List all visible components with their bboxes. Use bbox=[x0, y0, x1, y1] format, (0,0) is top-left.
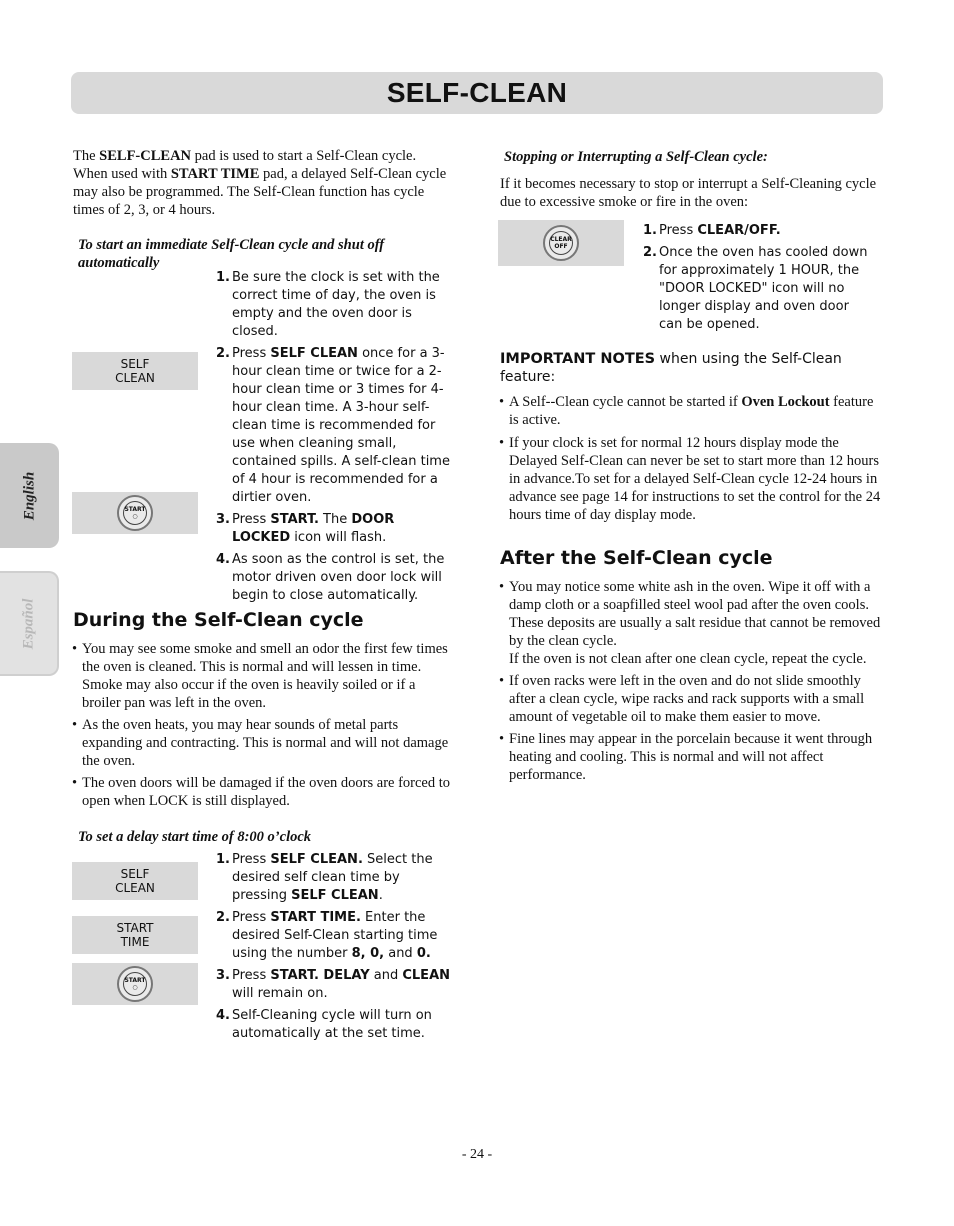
immediate-steps bbox=[216, 269, 456, 609]
after-bullets bbox=[499, 578, 884, 788]
delay-steps bbox=[216, 851, 456, 1047]
stopping-text: If it becomes necessary to stop or interrupt a Self-Cleaning cycle due to excessive smoke or fire in the oven: bbox=[500, 176, 877, 210]
list-item: 2. Once the oven has cooled down for approximately 1 HOUR, the "DOOR LOCKED" icon will no longer display and oven door can be opened. bbox=[643, 245, 868, 332]
stopping-steps bbox=[643, 222, 875, 338]
page-title: SELF-CLEAN bbox=[386, 77, 568, 108]
list-item: 1. Press CLEAR/OFF. bbox=[643, 223, 781, 238]
list-item: 2. Press START TIME. Enter the desired Self-Clean starting time using the number 8, 0, and 0. bbox=[216, 910, 438, 961]
tab-english-label: English bbox=[21, 471, 37, 520]
list-item: 1. Be sure the clock is set with the correct time of day, the oven is empty and the oven door is closed. bbox=[216, 270, 440, 339]
list-item: 4. Self-Cleaning cycle will turn on automatically at the set time. bbox=[216, 1008, 432, 1041]
clear-off-knob-icon: CLEAR OFF bbox=[543, 225, 579, 261]
immediate-heading: To start an immediate Self-Clean cycle and shut off automatically bbox=[78, 237, 385, 271]
tab-espanol[interactable] bbox=[0, 571, 59, 676]
list-item: • The oven doors will be damaged if the oven doors are forced to open when LOCK is still displayed. bbox=[72, 774, 452, 810]
list-item: • A Self--Clean cycle cannot be started if Oven Lockout feature is active. bbox=[499, 393, 884, 429]
list-item: • As the oven heats, you may hear sounds of metal parts expanding and contracting. This is normal and will not damage the oven. bbox=[72, 716, 452, 770]
start-time-term: START TIME bbox=[170, 166, 260, 182]
important-notes: IMPORTANT NOTES when using the Self-Clean feature: bbox=[500, 351, 842, 385]
list-item: 1. Press SELF CLEAN. Select the desired self clean time by pressing SELF CLEAN. bbox=[216, 852, 433, 903]
start-pad[interactable] bbox=[72, 492, 198, 534]
start-pad-delay[interactable] bbox=[72, 963, 198, 1005]
list-item: 2. Press SELF CLEAN once for a 3-hour clean time or twice for a 2-hour clean time or 3 times for 4-hour clean time. A 3-hour self-clean time is recommended for use when cleaning small, contained spills. A self-clean time of 4 hour is recommended for a dirtier oven. bbox=[216, 346, 450, 505]
list-item: 3. Press START. DELAY and CLEAN will remain on. bbox=[216, 968, 451, 1001]
list-item: • If your clock is set for normal 12 hours display mode the Delayed Self-Clean can never be set to start more than 12 hours in advance.To set for a delayed Self-Clean cycle 12-24 hours in advance see page 14 for instructions to set the control for the 24 hours time of day display mode. bbox=[499, 434, 884, 524]
list-item: • You may see some smoke and smell an odor the first few times the oven is cleaned. This is normal and will lessen in time. Smoke may also occur if the oven is heavily soiled or if a broiler pan was left in the oven. bbox=[72, 640, 452, 712]
self-clean-pad-delay[interactable]: SELF CLEAN bbox=[72, 862, 198, 900]
self-clean-pad[interactable]: SELF CLEAN bbox=[72, 352, 198, 390]
important-notes-label: IMPORTANT NOTES bbox=[500, 351, 656, 367]
tab-english[interactable] bbox=[0, 443, 59, 548]
list-item: • If oven racks were left in the oven and do not slide smoothly after a clean cycle, wipe racks and rack supports with a small amount of vegetable oil to make them easier to move. bbox=[499, 672, 884, 726]
stopping-heading: Stopping or Interrupting a Self-Clean cycle: bbox=[504, 149, 768, 165]
during-bullets bbox=[72, 640, 452, 814]
list-item: 4. As soon as the control is set, the motor driven oven door lock will begin to close automatically. bbox=[216, 552, 445, 603]
important-bullets bbox=[499, 393, 884, 528]
self-clean-term: SELF-CLEAN bbox=[99, 148, 192, 164]
delay-heading: To set a delay start time of 8:00 o’clock bbox=[78, 829, 312, 845]
start-knob-icon: START ○ bbox=[117, 495, 153, 531]
list-item: • Fine lines may appear in the porcelain because it went through heating and cooling. This is normal and will not affect performance. bbox=[499, 730, 884, 784]
start-knob-icon: START ○ bbox=[117, 966, 153, 1002]
clear-off-pad[interactable] bbox=[498, 220, 624, 266]
during-heading: During the Self-Clean cycle bbox=[73, 609, 364, 631]
intro-paragraph: The SELF-CLEAN pad is used to start a Self-Clean cycle. When used with START TIME pad, a delayed Self-Clean cycle may also be programmed. The Self-Clean function has cycle times of 2, 3, or 4 hours. bbox=[73, 148, 447, 218]
after-heading: After the Self-Clean cycle bbox=[500, 547, 773, 569]
page-title-bar bbox=[71, 72, 883, 114]
start-time-pad[interactable]: START TIME bbox=[72, 916, 198, 954]
tab-espanol-label: Español bbox=[20, 598, 36, 649]
list-item: • You may notice some white ash in the oven. Wipe it off with a damp cloth or a soapfilled steel wool pad after the oven cools. These deposits are usually a salt residue that cannot be removed by the clean cycle. If the oven is not clean after one clean cycle, repeat the cycle. bbox=[499, 578, 884, 668]
page-number: - 24 - bbox=[461, 1147, 493, 1162]
list-item: 3. Press START. The DOOR LOCKED icon will flash. bbox=[216, 512, 395, 545]
